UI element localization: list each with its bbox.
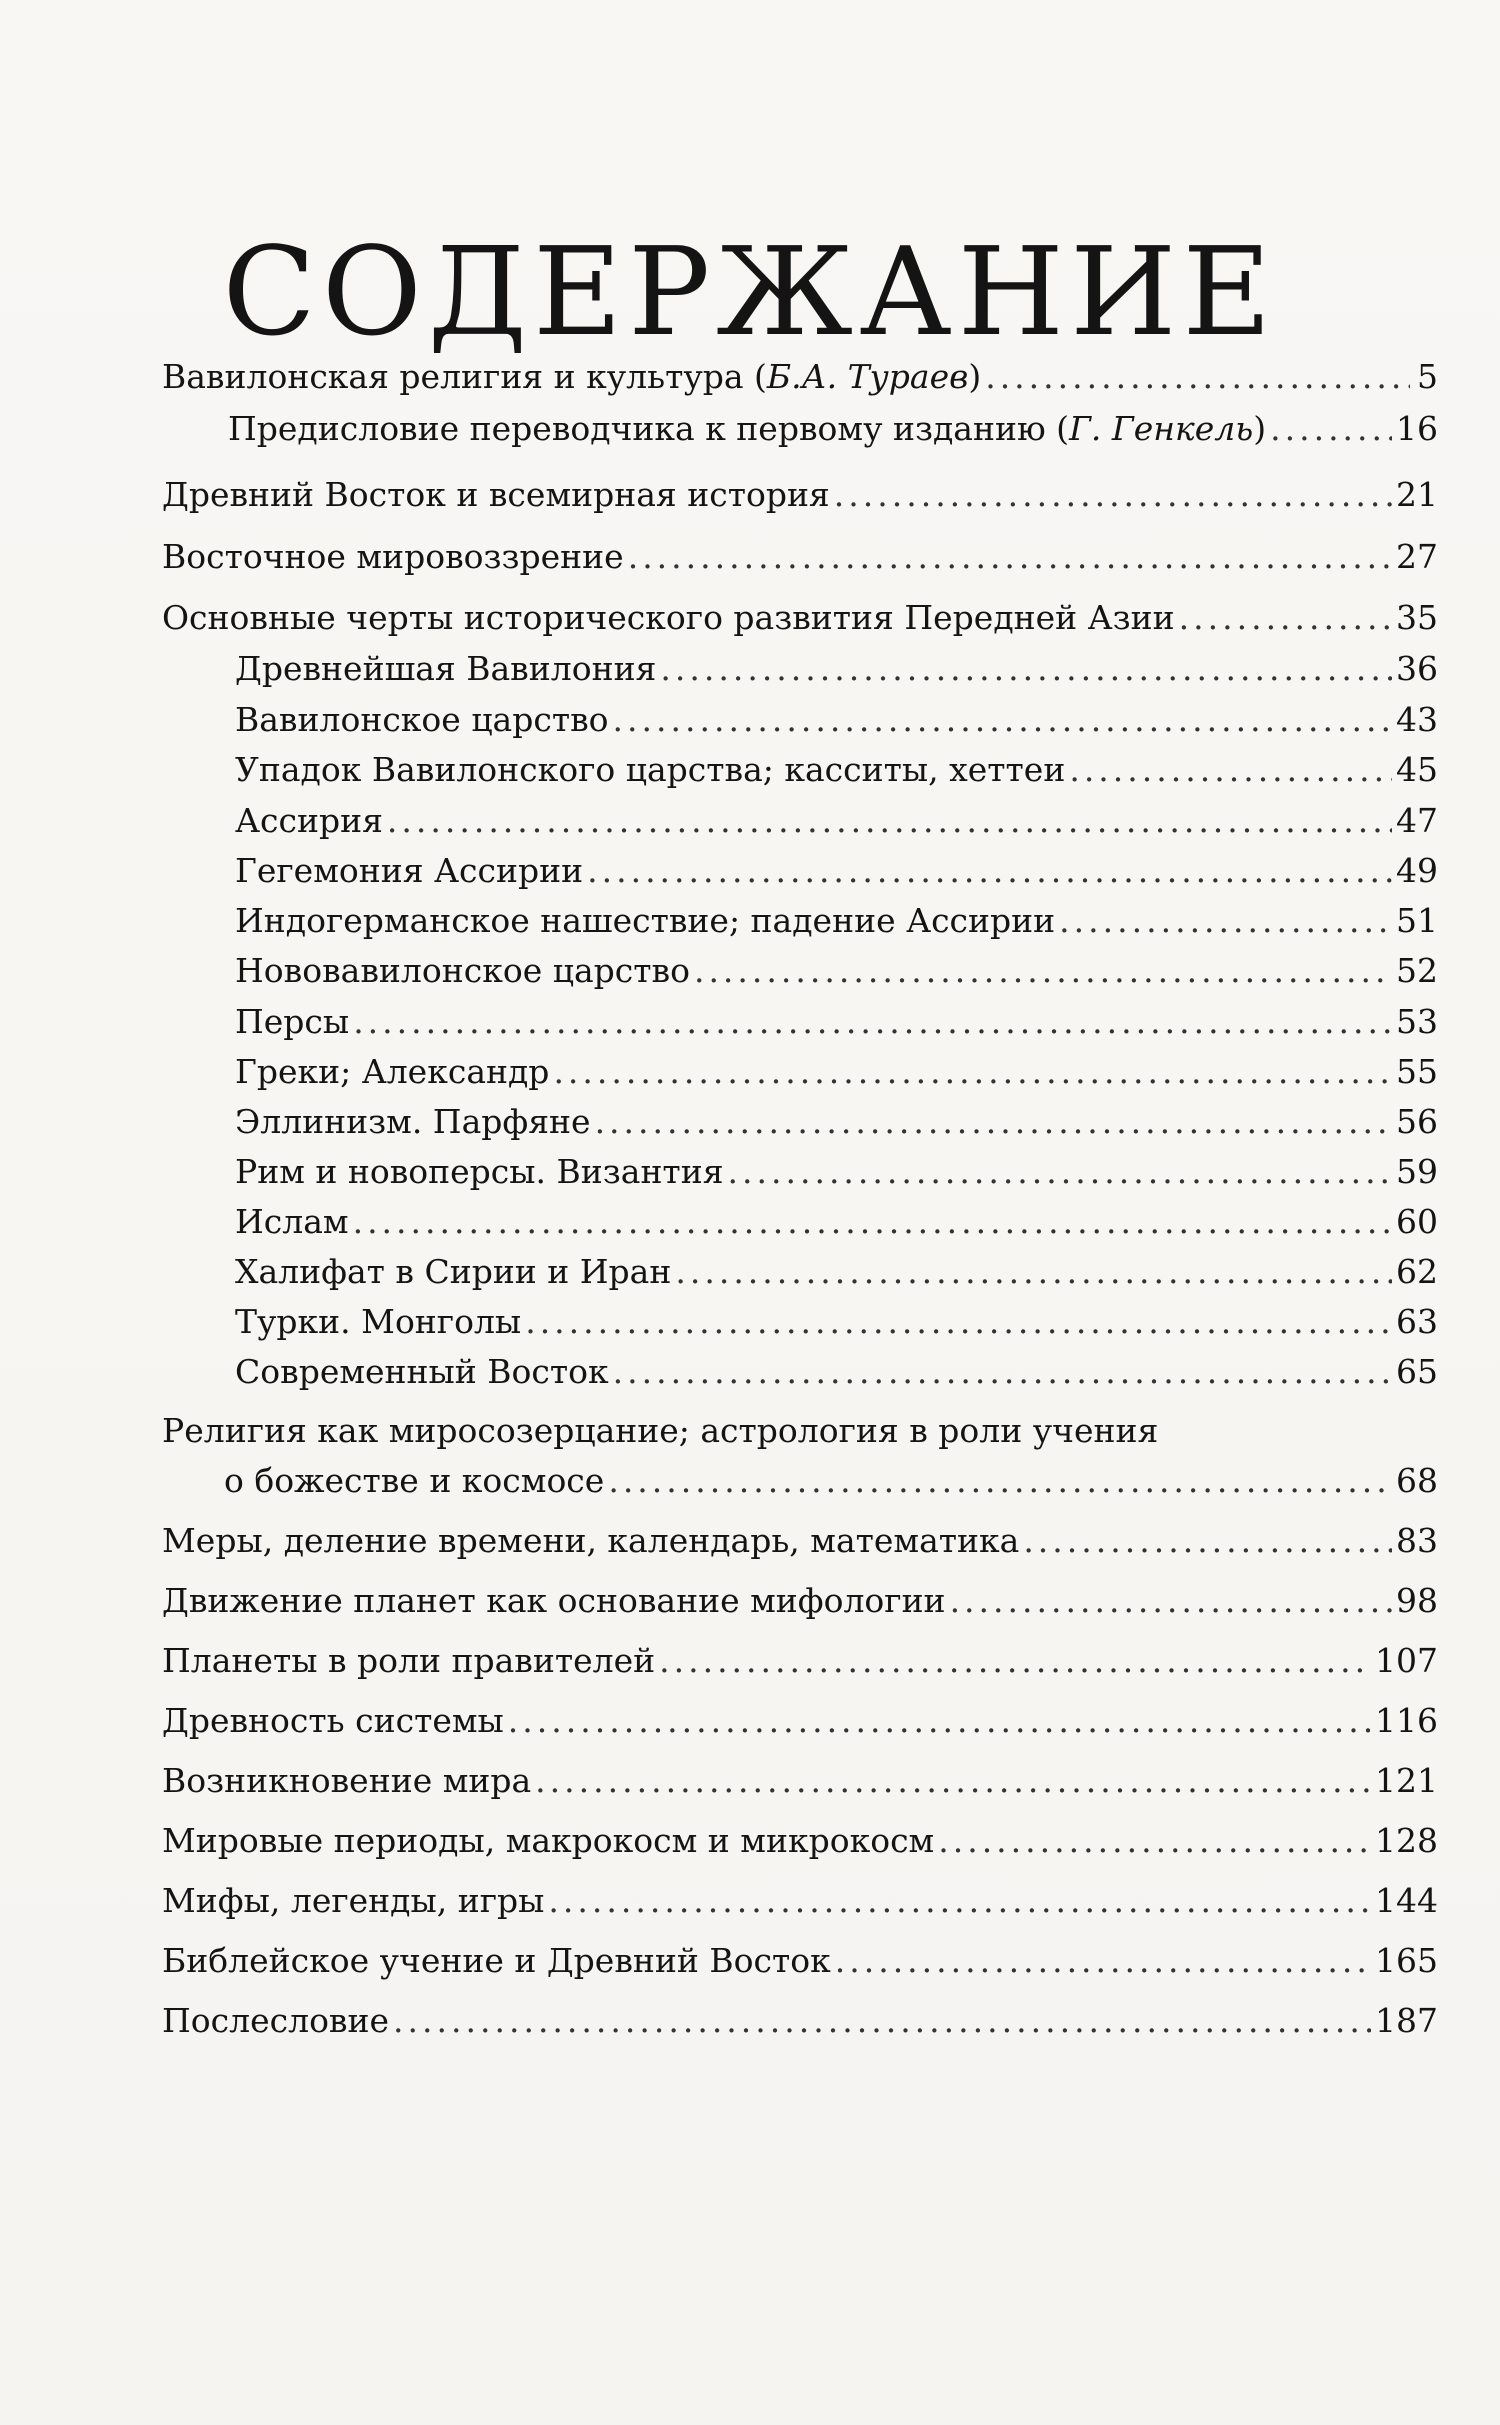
toc-entry — [162, 1999, 1438, 2043]
toc-page-number: 45 — [1396, 750, 1438, 789]
toc-entry-label: о божестве и космосе — [224, 1461, 605, 1500]
toc-entry — [162, 1819, 1438, 1863]
toc-page-number: 65 — [1396, 1352, 1438, 1391]
toc-entry — [235, 1250, 1438, 1294]
toc-entry-label: Нововавилонское царство — [235, 951, 690, 990]
dot-leader — [694, 949, 1392, 993]
toc-entry — [162, 1879, 1438, 1923]
dot-leader — [525, 1300, 1392, 1344]
toc-page-number: 52 — [1396, 951, 1438, 990]
dot-leader — [613, 1350, 1392, 1394]
toc-page-number: 59 — [1396, 1152, 1438, 1191]
toc-entry — [162, 1939, 1438, 1983]
toc-page-number: 116 — [1375, 1701, 1438, 1740]
toc-entry-label: Предисловие переводчика к первому изданию (Г. Генкель) — [228, 409, 1267, 448]
toc-entry-label: Вавилонское царство — [235, 700, 609, 739]
toc-entry — [162, 1409, 1438, 1453]
dot-leader — [1059, 899, 1392, 943]
toc-page-number: 107 — [1375, 1641, 1438, 1680]
dot-leader — [938, 1819, 1371, 1863]
toc-entry — [235, 1000, 1438, 1044]
toc-entry-label: Восточное мировоззрение — [162, 537, 624, 576]
dot-leader — [675, 1250, 1392, 1294]
toc-entry-label: Древний Восток и всемирная история — [162, 475, 830, 514]
toc-page-number: 128 — [1375, 1821, 1438, 1860]
toc-page-number: 47 — [1396, 801, 1438, 840]
toc-entry-label: Турки. Монголы — [235, 1302, 522, 1341]
toc-entry — [235, 799, 1438, 843]
toc-entry-label: Эллинизм. Парфяне — [235, 1102, 591, 1141]
dot-leader — [608, 1459, 1392, 1503]
toc-page-number: 165 — [1375, 1941, 1438, 1980]
toc-entry-label: Основные черты исторического развития Передней Азии — [162, 598, 1175, 637]
toc-entry-label: Религия как миросозерцание; астрология в роли учения — [162, 1411, 1159, 1450]
dot-leader — [985, 355, 1410, 399]
toc-entry — [235, 1100, 1438, 1144]
toc-page-number: 60 — [1396, 1202, 1438, 1241]
toc-entry — [235, 949, 1438, 993]
toc-page-number: 98 — [1396, 1581, 1438, 1620]
toc-entry-label: Мировые периоды, макрокосм и микрокосм — [162, 1821, 935, 1860]
dot-leader — [553, 1050, 1392, 1094]
toc-entry — [162, 355, 1438, 399]
toc-entry-label: Меры, деление времени, календарь, математика — [162, 1521, 1020, 1560]
toc-entry-label: Ислам — [235, 1202, 349, 1241]
toc-page-number: 63 — [1396, 1302, 1438, 1341]
dot-leader — [353, 1000, 1392, 1044]
dot-leader — [387, 799, 1392, 843]
dot-leader — [1179, 596, 1392, 640]
toc-entry-label: Гегемония Ассирии — [235, 851, 584, 890]
dot-leader — [393, 1999, 1371, 2043]
toc-entry-label: Рим и новоперсы. Византия — [235, 1152, 724, 1191]
toc-entry-label: Планеты в роли правителей — [162, 1641, 656, 1680]
toc-entry — [162, 535, 1438, 579]
toc-entry — [235, 849, 1438, 893]
dot-leader — [587, 849, 1392, 893]
toc-entry-label: Возникновение мира — [162, 1761, 532, 1800]
toc-entry-label: Движение планет как основание мифологии — [162, 1581, 946, 1620]
toc-entry — [235, 899, 1438, 943]
toc-page-number: 43 — [1396, 700, 1438, 739]
dot-leader — [628, 535, 1392, 579]
toc-page-number: 68 — [1396, 1461, 1438, 1500]
toc-page-number: 49 — [1396, 851, 1438, 890]
toc-entry — [162, 1699, 1438, 1743]
toc-entry — [235, 647, 1438, 691]
toc-entry-label: Индогерманское нашествие; падение Ассирии — [235, 901, 1056, 940]
toc-page-number: 83 — [1396, 1521, 1438, 1560]
toc-entry — [235, 1350, 1438, 1394]
toc-entry — [235, 1050, 1438, 1094]
toc-entry-label: Ассирия — [235, 801, 383, 840]
dot-leader — [659, 1639, 1371, 1683]
toc-entry — [235, 1150, 1438, 1194]
toc-entry-label: Упадок Вавилонского царства; касситы, хеттеи — [235, 750, 1066, 789]
toc-page-number: 5 — [1417, 357, 1438, 396]
toc-entry — [235, 748, 1438, 792]
page-title: СОДЕРЖАНИЕ — [222, 220, 1278, 363]
toc-page-number: 187 — [1375, 2001, 1438, 2040]
dot-leader — [548, 1879, 1371, 1923]
toc-entry-label: Библейское учение и Древний Восток — [162, 1941, 831, 1980]
toc-entry-label: Вавилонская религия и культура (Б.А. Тураев) — [162, 357, 982, 396]
toc-entry-label: Современный Восток — [235, 1352, 609, 1391]
toc-page-number: 36 — [1396, 649, 1438, 688]
toc-page-number: 121 — [1375, 1761, 1438, 1800]
toc-entry — [235, 1200, 1438, 1244]
toc-entry — [228, 407, 1438, 451]
dot-leader — [1023, 1519, 1392, 1563]
toc-page-number: 21 — [1396, 475, 1438, 514]
dot-leader — [353, 1200, 1392, 1244]
dot-leader — [508, 1699, 1371, 1743]
toc-entry — [162, 596, 1438, 640]
dot-leader — [1270, 407, 1392, 451]
toc-entry-label: Халифат в Сирии и Иран — [235, 1252, 672, 1291]
toc-page-number: 56 — [1396, 1102, 1438, 1141]
toc-page-number: 144 — [1375, 1881, 1438, 1920]
toc-entry — [235, 698, 1438, 742]
toc-page-number: 27 — [1396, 537, 1438, 576]
toc-entry — [162, 1759, 1438, 1803]
toc-page-number: 51 — [1396, 901, 1438, 940]
dot-leader — [660, 647, 1392, 691]
dot-leader — [728, 1150, 1392, 1194]
toc-entry — [235, 1300, 1438, 1344]
toc-entry-label: Мифы, легенды, игры — [162, 1881, 545, 1920]
toc-entry — [162, 1519, 1438, 1563]
toc-entry — [162, 1579, 1438, 1623]
toc-page-number: 55 — [1396, 1052, 1438, 1091]
toc-entry — [224, 1459, 1438, 1503]
dot-leader — [950, 1579, 1392, 1623]
toc-page-number: 35 — [1396, 598, 1438, 637]
toc-entry-label: Древнейшая Вавилония — [235, 649, 657, 688]
dot-leader — [595, 1100, 1392, 1144]
toc-entry — [162, 1639, 1438, 1683]
toc-entry-label: Персы — [235, 1002, 350, 1041]
dot-leader — [535, 1759, 1371, 1803]
toc-page-number: 53 — [1396, 1002, 1438, 1041]
toc-entry-label: Древность системы — [162, 1701, 504, 1740]
dot-leader — [835, 1939, 1371, 1983]
toc-entry-label: Греки; Александр — [235, 1052, 550, 1091]
dot-leader — [613, 698, 1392, 742]
toc-page-number: 62 — [1396, 1252, 1438, 1291]
dot-leader — [1069, 748, 1392, 792]
toc-page-number: 16 — [1396, 409, 1438, 448]
toc-entry-label: Послесловие — [162, 2001, 390, 2040]
dot-leader — [834, 473, 1392, 517]
toc-entry — [162, 473, 1438, 517]
